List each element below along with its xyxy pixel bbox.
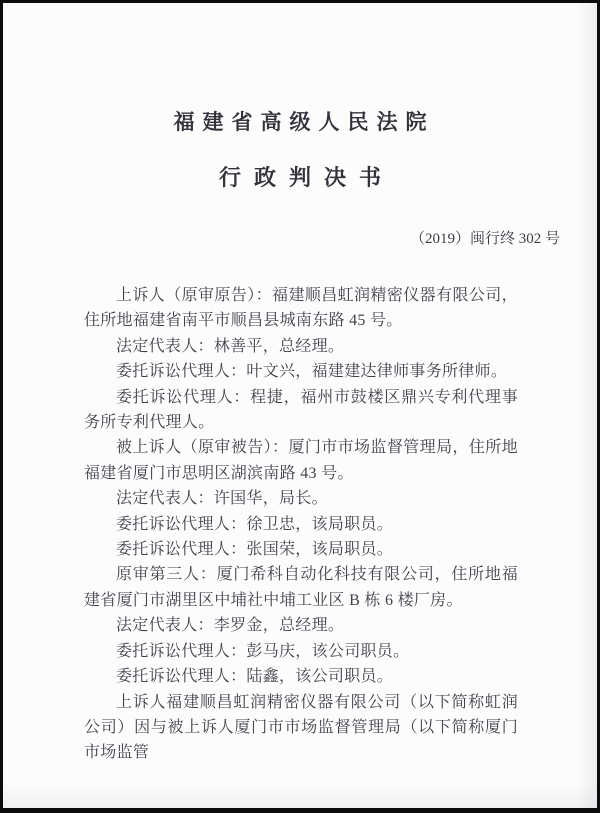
document-title: 行政判决书 bbox=[218, 165, 394, 190]
third-party-info: 原审第三人：厦门希科自动化科技有限公司，住所地福建省厦门市湖里区中埔社中埔工业区 B 栋 6 楼厂房。 bbox=[84, 566, 518, 609]
appellant-agent-1: 委托诉讼代理人：叶文兴，福建建达律师事务所律师。 bbox=[116, 363, 508, 381]
case-number: （2019）闽行终 302 号 bbox=[409, 231, 560, 247]
appellee-agent-1: 委托诉讼代理人：徐卫忠，该局职员。 bbox=[116, 515, 394, 533]
case-intro: 上诉人福建顺昌虹润精密仪器有限公司（以下简称虹润公司）因与被上诉人厦门市市场监督管理局（以下简称厦门市场监管 bbox=[84, 693, 518, 762]
appellant-info: 上诉人（原审原告）：福建顺昌虹润精密仪器有限公司，住所地福建省南平市顺昌县城南东路 45 号。 bbox=[84, 287, 518, 330]
appellee-legal-representative: 法定代表人：许国华，局长。 bbox=[116, 490, 328, 508]
appellant-legal-representative: 法定代表人：林善平，总经理。 bbox=[116, 337, 345, 355]
third-party-legal-representative: 法定代表人：李罗金，总经理。 bbox=[116, 617, 345, 635]
third-party-agent-2: 委托诉讼代理人：陆鑫，该公司职员。 bbox=[116, 668, 394, 686]
document-body bbox=[84, 283, 518, 766]
third-party-agent-1: 委托诉讼代理人：彭马庆，该公司职员。 bbox=[116, 642, 410, 660]
appellee-agent-2: 委托诉讼代理人：张国荣，该局职员。 bbox=[116, 541, 394, 559]
court-name: 福建省高级人民法院 bbox=[173, 110, 435, 134]
appellant-agent-2: 委托诉讼代理人：程捷，福州市鼓楼区鼎兴专利代理事务所专利代理人。 bbox=[84, 388, 518, 432]
appellee-info: 被上诉人（原审被告）：厦门市市场监督管理局，住所地福建省厦门市思明区湖滨南路 43 号。 bbox=[84, 439, 518, 482]
